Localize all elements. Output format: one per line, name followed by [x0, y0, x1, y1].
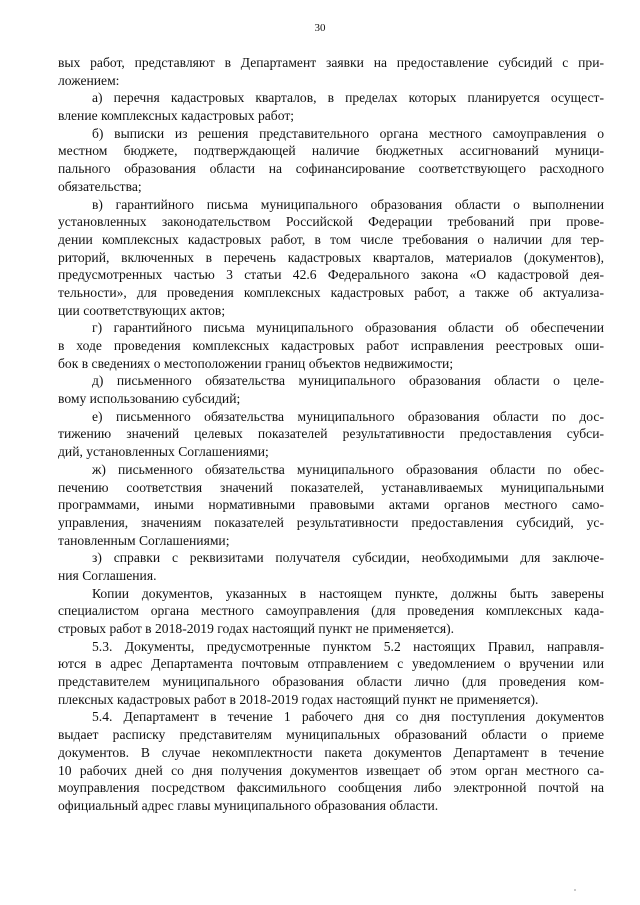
text-line: представителем муниципального образования области лично (для проведения ком-	[58, 674, 604, 690]
text-line: 5.3. Документы, предусмотренные пунктом 5.2 настоящих Правил, направля-	[92, 638, 604, 654]
text-line: плексных кадастровых работ в 2018-2019 годах настоящий пункт не применяется).	[58, 691, 539, 707]
text-line: бок в сведениях о местоположении границ объектов недвижимости;	[58, 355, 454, 371]
text-line: ж) письменного обязательства муниципального образования области по обес-	[92, 461, 604, 477]
paragraph	[58, 638, 604, 709]
text-line: выдает расписку представителям муниципальных образований области о приеме	[58, 727, 604, 743]
text-line: е) письменного обязательства муниципального образования области по дос-	[92, 408, 604, 424]
scan-speck	[574, 889, 576, 891]
text-line: ются в адрес Департамента почтовым отправлением с уведомлением о вручении или	[58, 656, 604, 672]
text-line: г) гарантийного письма муниципального образования области об обеспечении	[92, 320, 604, 336]
text-line: Копии документов, указанных в настоящем пункте, должны быть заверены	[92, 585, 604, 601]
paragraph	[58, 372, 604, 407]
text-line: б) выписки из решения представительного органа местного самоуправления о	[92, 125, 604, 141]
text-line: тановленным Соглашениями;	[58, 532, 230, 548]
paragraph	[58, 319, 604, 372]
text-line: дении комплексных кадастровых работ, в том числе требования о наличии для тер-	[58, 231, 604, 247]
text-line: тельности», для проведения комплексных кадастровых работ, а также об актуализа-	[58, 284, 604, 300]
text-line: тижению значений целевых показателей результативности предоставления субси-	[58, 426, 604, 442]
text-line: д) письменного обязательства муниципального образования области о целе-	[92, 373, 604, 389]
text-line: документов. В случае некомплектности пакета документов Департамент в течение	[58, 744, 604, 760]
text-line: вому использованию субсидий;	[58, 391, 241, 407]
text-line: специалистом органа местного самоуправления (для проведения комплексных када-	[58, 603, 604, 619]
paragraph	[58, 549, 604, 584]
text-line: местном бюджете, подтверждающей наличие бюджетных ассигнований муници-	[58, 143, 604, 159]
text-line: печению соответствия значений показателей, устанавливаемых муниципальными	[58, 479, 604, 495]
text-line: вление комплексных кадастровых работ;	[58, 108, 295, 124]
text-line: официальный адрес главы муниципального образования области.	[58, 797, 439, 813]
paragraph	[58, 408, 604, 461]
text-line: ния Соглашения.	[58, 567, 157, 583]
text-line: обязательства;	[58, 178, 142, 194]
text-line: ции соответствующих актов;	[58, 302, 226, 318]
text-line: дий, установленных Соглашениями;	[58, 444, 269, 460]
text-line: в) гарантийного письма муниципального образования области о выполнении	[92, 196, 604, 212]
paragraph	[58, 125, 604, 196]
text-line: пального образования области на софинансирование соответствующего расходного	[58, 161, 604, 177]
paragraph	[58, 461, 604, 549]
text-line: ложением:	[58, 72, 120, 88]
text-line: управления, значениям показателей результативности предоставления субсидий, ус-	[58, 514, 604, 530]
paragraph	[58, 708, 604, 814]
paragraph	[58, 89, 604, 124]
text-line: вых работ, представляют в Департамент заявки на предоставление субсидий с при-	[58, 55, 604, 70]
text-line: стровых работ в 2018-2019 годах настоящий пункт не применяется).	[58, 621, 455, 636]
text-line: риторий, включенных в перечень кадастровых кварталов, материалов (документов),	[58, 249, 604, 265]
text-line: программами, иными нормативными правовыми актами органов местного само-	[58, 497, 604, 513]
text-line: предусмотренных частью 3 статьи 42.6 Федерального закона «О кадастровой дея-	[58, 267, 604, 283]
text-line: 10 рабочих дней со дня получения документов извещает об этом орган местного са-	[58, 762, 604, 778]
paragraph	[58, 585, 604, 638]
text-line: а) перечня кадастровых кварталов, в пределах которых планируется осущест-	[92, 90, 604, 106]
text-line: 5.4. Департамент в течение 1 рабочего дня со дня поступления документов	[92, 709, 604, 725]
paragraph	[58, 196, 604, 320]
document-body	[58, 54, 604, 815]
text-line: в ходе проведения комплексных кадастровых работ исправления реестровых оши-	[58, 338, 604, 353]
text-line: моуправления посредством факсимильного сообщения либо электронной почтой на	[58, 780, 604, 796]
text-line: з) справки с реквизитами получателя субсидии, необходимыми для заключе-	[92, 550, 604, 566]
paragraph	[58, 54, 604, 89]
page-number: 30	[314, 22, 326, 34]
text-line: установленных законодательством Российской Федерации требований при прове-	[58, 214, 604, 230]
